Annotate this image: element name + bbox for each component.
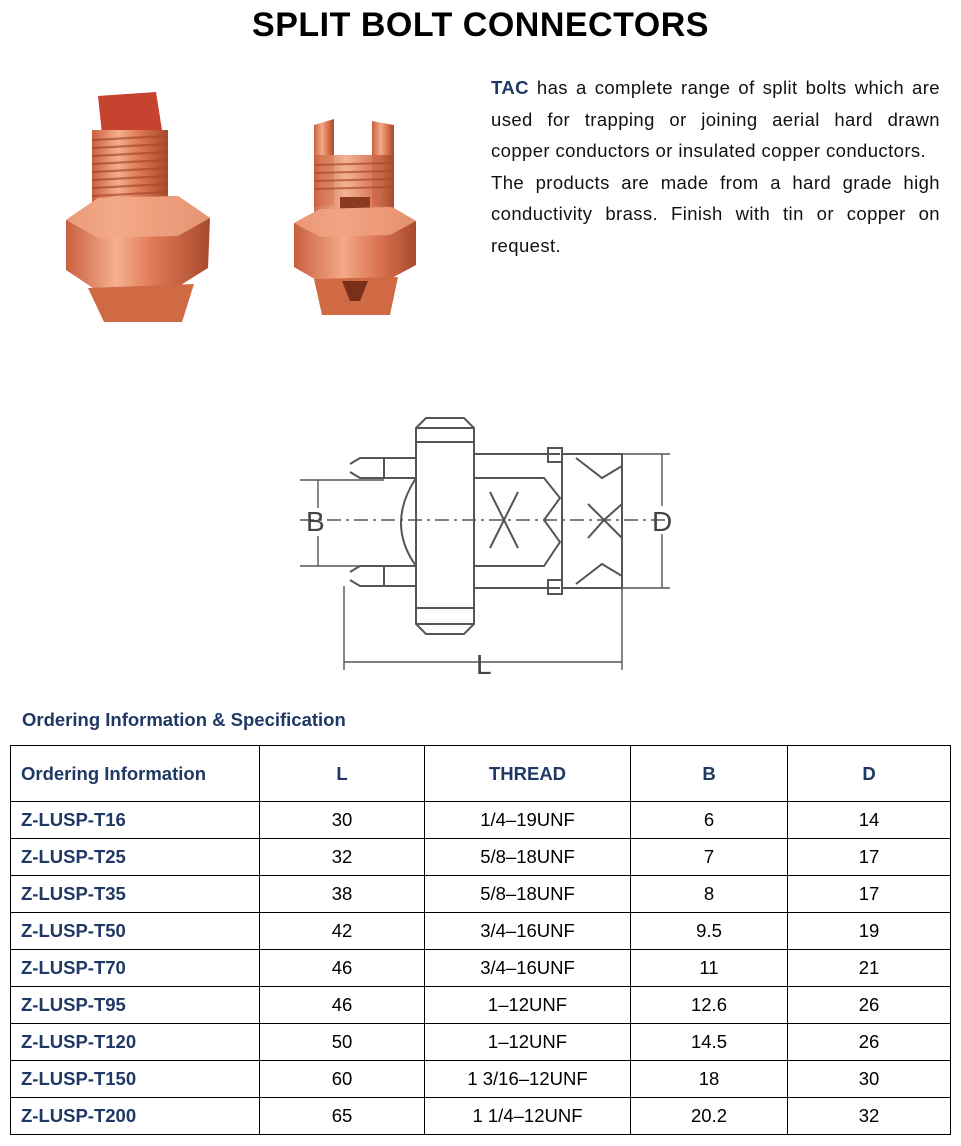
label-l: L — [476, 649, 492, 680]
spec-table — [10, 745, 951, 1135]
header-l: L — [260, 746, 425, 802]
split-bolt-photo-2 — [290, 115, 420, 325]
cell-l: 46 — [260, 950, 425, 987]
cell-d: 21 — [788, 950, 951, 987]
cell-d: 19 — [788, 913, 951, 950]
label-d: D — [652, 506, 673, 537]
intro-text — [491, 72, 940, 261]
cell-l: 32 — [260, 839, 425, 876]
cell-code: Z-LUSP-T35 — [11, 876, 260, 913]
cell-l: 30 — [260, 802, 425, 839]
header-thread: THREAD — [425, 746, 631, 802]
cell-thread: 3/4–16UNF — [425, 913, 631, 950]
cell-d: 30 — [788, 1061, 951, 1098]
table-row — [11, 1098, 951, 1135]
split-bolt-photo-1 — [58, 90, 228, 325]
intro-paragraph-1: has a complete range of split bolts which are used for trapping or joining aerial hard drawn copper conductors or insulated copper conductors. — [491, 77, 940, 161]
cell-thread: 1 3/16–12UNF — [425, 1061, 631, 1098]
cell-thread: 1 1/4–12UNF — [425, 1098, 631, 1135]
table-row — [11, 1024, 951, 1061]
header-d: D — [788, 746, 951, 802]
cell-b: 18 — [631, 1061, 788, 1098]
cell-b: 20.2 — [631, 1098, 788, 1135]
table-header-row — [11, 746, 951, 802]
cell-thread: 1/4–19UNF — [425, 802, 631, 839]
cell-code: Z-LUSP-T200 — [11, 1098, 260, 1135]
header-ordering: Ordering Information — [11, 746, 260, 802]
cell-l: 60 — [260, 1061, 425, 1098]
brand-name: TAC — [491, 77, 529, 98]
table-row — [11, 1061, 951, 1098]
page-title: SPLIT BOLT CONNECTORS — [252, 6, 709, 44]
cell-l: 42 — [260, 913, 425, 950]
cell-b: 11 — [631, 950, 788, 987]
cell-l: 46 — [260, 987, 425, 1024]
section-heading: Ordering Information & Specification — [22, 709, 346, 730]
cell-d: 17 — [788, 876, 951, 913]
cell-d: 17 — [788, 839, 951, 876]
table-row — [11, 802, 951, 839]
cell-b: 8 — [631, 876, 788, 913]
cell-d: 26 — [788, 987, 951, 1024]
cell-code: Z-LUSP-T95 — [11, 987, 260, 1024]
cell-b: 14.5 — [631, 1024, 788, 1061]
cell-l: 38 — [260, 876, 425, 913]
cell-code: Z-LUSP-T70 — [11, 950, 260, 987]
table-row — [11, 839, 951, 876]
table-row — [11, 876, 951, 913]
cell-l: 50 — [260, 1024, 425, 1061]
cell-code: Z-LUSP-T16 — [11, 802, 260, 839]
cell-b: 7 — [631, 839, 788, 876]
dimension-diagram — [300, 408, 680, 680]
table-row — [11, 987, 951, 1024]
label-b: B — [306, 506, 325, 537]
cell-code: Z-LUSP-T25 — [11, 839, 260, 876]
cell-b: 12.6 — [631, 987, 788, 1024]
cell-b: 9.5 — [631, 913, 788, 950]
cell-thread: 3/4–16UNF — [425, 950, 631, 987]
cell-thread: 5/8–18UNF — [425, 839, 631, 876]
cell-thread: 5/8–18UNF — [425, 876, 631, 913]
cell-b: 6 — [631, 802, 788, 839]
table-row — [11, 950, 951, 987]
cell-l: 65 — [260, 1098, 425, 1135]
cell-code: Z-LUSP-T150 — [11, 1061, 260, 1098]
intro-paragraph-2: The products are made from a hard grade high conductivity brass. Finish with tin or copper on request. — [491, 171, 940, 256]
cell-code: Z-LUSP-T50 — [11, 913, 260, 950]
cell-d: 26 — [788, 1024, 951, 1061]
cell-thread: 1–12UNF — [425, 1024, 631, 1061]
cell-code: Z-LUSP-T120 — [11, 1024, 260, 1061]
cell-d: 32 — [788, 1098, 951, 1135]
cell-thread: 1–12UNF — [425, 987, 631, 1024]
cell-d: 14 — [788, 802, 951, 839]
table-row — [11, 913, 951, 950]
header-b: B — [631, 746, 788, 802]
